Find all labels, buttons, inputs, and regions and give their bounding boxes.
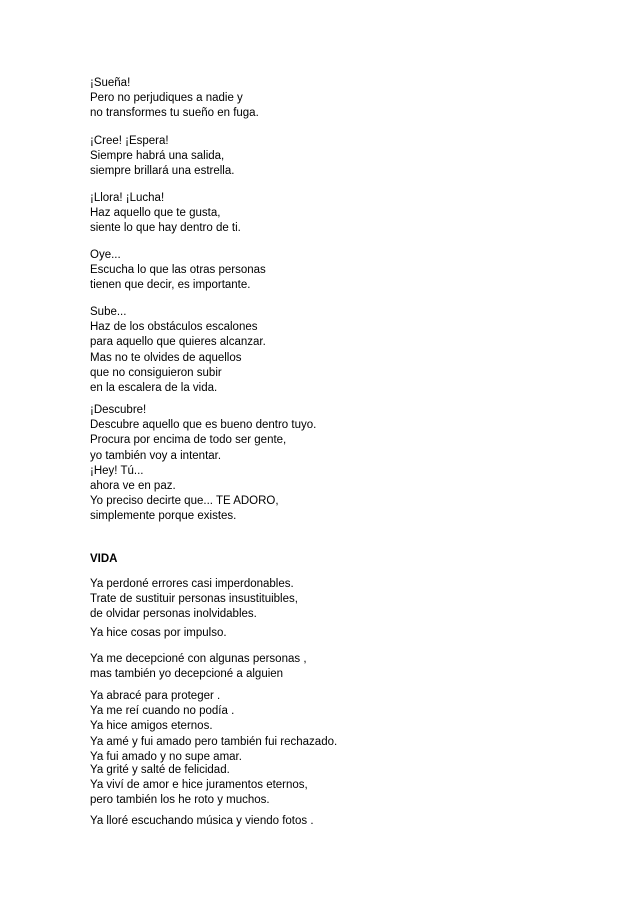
poem-line: Ya grité y salté de felicidad. [90, 764, 230, 776]
poem-line: de olvidar personas inolvidables. [90, 608, 257, 621]
poem-line: Oye... [90, 249, 121, 261]
poem-line: Ya me decepcioné con algunas personas , [90, 653, 307, 665]
poem2-stanza-3 [90, 652, 307, 682]
poem-line: para aquello que quieres alcanzar. [90, 336, 266, 349]
poem-line: Ya fui amado y no supe amar. [90, 750, 242, 763]
poem1-stanza-6 [90, 403, 316, 525]
poem-line: Escucha lo que las otras personas [90, 264, 266, 277]
poem-line: Ya me reí cuando no podía . [90, 705, 235, 718]
poem2-stanza-6 [90, 814, 314, 829]
poem-line: simplemente porque existes. [90, 510, 237, 523]
poem-line: siente lo que hay dentro de ti. [90, 222, 241, 235]
poem1-stanza-5 [90, 305, 266, 396]
poem-line: Ya amé y fui amado pero también fui rechazado. [90, 735, 338, 748]
poem-line: ahora ve en paz. [90, 480, 176, 493]
poem-line: ¡Hey! Tú... [90, 464, 144, 477]
poem1-stanza-2 [90, 134, 234, 180]
poem-line: ¡Cree! ¡Espera! [90, 135, 169, 147]
poem-line: Ya abracé para proteger . [90, 690, 221, 702]
poem-line: Descubre aquello que es bueno dentro tuyo. [90, 419, 317, 432]
poem-line: yo también voy a intentar. [90, 449, 222, 462]
poem-line: tienen que decir, es importante. [90, 279, 251, 292]
poem1-stanza-3 [90, 191, 241, 237]
poem-line: ¡Descubre! [90, 404, 147, 416]
poem-line: Ya lloré escuchando música y viendo fotos . [90, 815, 314, 827]
poem-line: Trate de sustituir personas insustituibles, [90, 593, 298, 606]
poem1-stanza-4 [90, 248, 266, 294]
poem2-stanza-2 [90, 626, 227, 641]
poem-line: Ya hice cosas por impulso. [90, 627, 227, 639]
poem-line: en la escalera de la vida. [90, 382, 218, 395]
poem-line: mas también yo decepcioné a alguien [90, 668, 284, 681]
poem-line: pero también los he roto y muchos. [90, 794, 270, 807]
poem-line: Ya viví de amor e hice juramentos eternos, [90, 779, 308, 792]
poem-title: VIDA [90, 553, 118, 565]
poem1-stanza-1 [90, 76, 259, 122]
poem-line: Haz aquello que te gusta, [90, 207, 221, 220]
poem-line: Procura por encima de todo ser gente, [90, 434, 287, 447]
poem-line: Ya hice amigos eternos. [90, 720, 213, 733]
poem-line: siempre brillará una estrella. [90, 165, 235, 178]
poem-line: Siempre habrá una salida, [90, 150, 225, 163]
poem2-stanza-5 [90, 763, 308, 809]
poem-line: Yo preciso decirte que... TE ADORO, [90, 495, 279, 508]
poem-line: Mas no te olvides de aquellos [90, 351, 242, 364]
poem-line: Pero no perjudiques a nadie y [90, 92, 243, 105]
poem-line: Ya perdoné errores casi imperdonables. [90, 578, 294, 590]
poem2-stanza-1 [90, 577, 298, 623]
poem-line: no transformes tu sueño en fuga. [90, 107, 259, 120]
poem-line: que no consiguieron subir [90, 366, 222, 379]
poem-line: Haz de los obstáculos escalones [90, 321, 258, 334]
poem2-title-block [90, 552, 117, 567]
poem2-stanza-4 [90, 689, 337, 765]
poem-line: ¡Llora! ¡Lucha! [90, 192, 165, 204]
poem-line: Sube... [90, 306, 127, 318]
poem-line: ¡Sueña! [90, 77, 131, 89]
